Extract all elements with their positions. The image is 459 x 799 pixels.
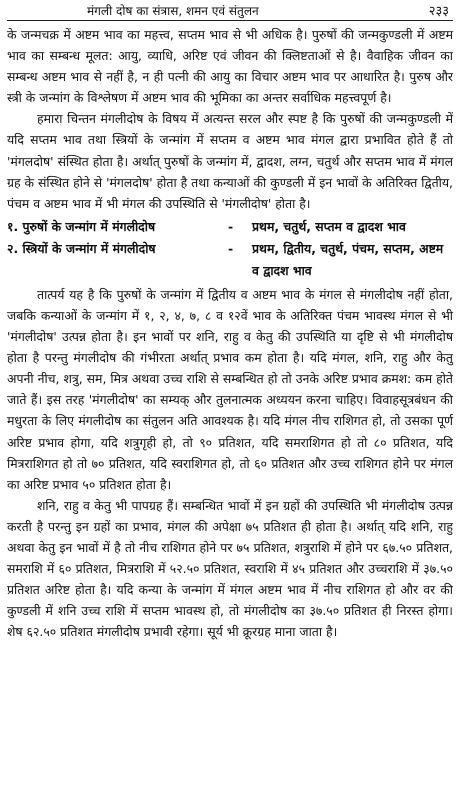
list-item-label: १. पुरुषों के जन्मांग में मंगलीदोष	[7, 218, 156, 234]
list-item-label: २. स्त्रियों के जन्मांग में मंगलीदोष	[7, 240, 156, 256]
list-item-value: प्रथम, द्वितीय, चतुर्थ, पंचम, सप्तम, अष्टम व द्वादश भाव	[252, 240, 444, 278]
chapter-title: मंगली दोष का संत्रास, शमन एवं संतुलन	[87, 4, 259, 18]
list-item-value: प्रथम, चतुर्थ, सप्तम व द्वादश भाव	[252, 218, 406, 234]
page-number: २३३	[428, 4, 449, 19]
list-item-dash: -	[228, 240, 234, 256]
list-item	[7, 216, 453, 238]
paragraph-2: हमारा चिन्तन मंगलीदोष के विषय में अत्यन्त सरल और स्पष्ट है कि पुरुषों की जन्मकुण्डली में यदि सप्तम भाव तथा स्त्रियों के जन्मांग में सप्तम व अष्टम भाव मंगल द्वारा प्रभावित होते हैं तो 'मंगलदोष' संस्थित होता है। अर्थात् पुरुषों के जन्मांग में, द्वादश, लग्न, चतुर्थ और सप्तम भाव में मंगल ग्रह के संस्थित होने से 'मंगलदोष' होता है तथा कन्याओं की कुण्डली में इन भावों के अतिरिक्त द्वितीय, पंचम व अष्टम भाव में भी मंगल की उपस्थिति से 'मंगलीदोष' होता है।	[7, 111, 453, 211]
running-header	[7, 0, 453, 21]
list-item	[7, 238, 453, 282]
paragraph-1: के जन्मचक्र में अष्टम भाव का महत्त्व, सप्तम भाव से भी अधिक है। पुरुषों की जन्मकुण्डली में अष्टम भाव का सम्बन्ध मूलत: आयु, व्याधि, अरिष्ट एवं जीवन की क्लिष्टताओं से है। वैवाहिक जीवन का सम्बन्ध अष्टम भाव से नहीं है, न ही पत्नी की आयु का विचार अष्टम भाव पर आधारित है। पुरुष और स्त्री के जन्मांग के विश्लेषण में अष्टम भाव की भूमिका का अन्तर सर्वाधिक महत्त्वपूर्ण है।	[7, 27, 453, 106]
dosha-list	[7, 216, 453, 282]
list-item-dash: -	[228, 218, 234, 234]
paragraph-4: शनि, राहु व केतु भी पापग्रह हैं। सम्बन्धित भावों में इन ग्रहों की उपस्थिति भी मंगलीदोष उत्पन्न करती है परन्तु इन ग्रहों का प्रभाव, मंगल की अपेक्षा ७५ प्रतिशत ही होता है। अर्थात् यदि शनि, राहु अथवा केतु इन भावों में है तो नीच राशिगत होने पर ७५ प्रतिशत, शत्रुराशि में होने पर ६७.५० प्रतिशत, समराशि में ६० प्रतिशत, मित्रराशि में ५२.५० प्रतिशत, स्वराशि में ४५ प्रतिशत और उच्चराशि में ३७.५० प्रतिशत अरिष्ट होता है। यदि कन्या के जन्मांग में मंगल अष्टम भाव में नीच राशिगत हो और वर की कुण्डली में शनि उच्च राशि में सप्तम भावस्थ हो, तो मंगलीदोष का ३७.५० प्रतिशत ही निरस्त होगा। शेष ६२.५० प्रतिशत मंगलीदोष प्रभावी रहेगा। सूर्य भी क्रूरग्रह माना जाता है।	[7, 497, 453, 640]
paragraph-3: तात्पर्य यह है कि पुरुषों के जन्मांग में द्वितीय व अष्टम भाव के मंगल से मंगलीदोष नहीं होता, जबकि कन्याओं के जन्मांग में १, २, ४, ७, ८ व १२वें भाव के अतिरिक्त पंचम भावस्थ मंगल से भी 'मंगलीदोष' उत्पन्न होता है। इन भावों पर शनि, राहु व केतु की उपस्थिति या दृष्टि से भी मंगलीदोष होता है परन्तु मंगलीदोष की गंभीरता अर्थात् प्रभाव कम होता है। यदि मंगल, शनि, राहु और केतु अपनी नीच, शत्रु, सम, मित्र अथवा उच्च राशि से सम्बन्धित हो तो उनके अरिष्ट प्रभाव क्रमश: कम होते जाते हैं। इस तरह 'मंगलीदोष' का सम्यक् और तुलनात्मक अध्ययन करना चाहिए। विवाहसूत्रबंधन की मधुरता के लिए मंगलीदोष का संतुलन अति आवश्यक है। यदि मंगल नीच राशिगत हो, तो उसका पूर्ण अरिष्ट प्रभाव होगा, यदि शत्रुगृही हो, तो ९० प्रतिशत, यदि समराशिगत हो तो ८० प्रतिशत, यदि मित्रराशिगत हो तो ७० प्रतिशत, यदि स्वराशिगत हो, तो ६० प्रतिशत और उच्च राशिगत होने पर मंगल का अरिष्ट प्रभाव ५० प्रतिशत होता है।	[7, 286, 453, 492]
